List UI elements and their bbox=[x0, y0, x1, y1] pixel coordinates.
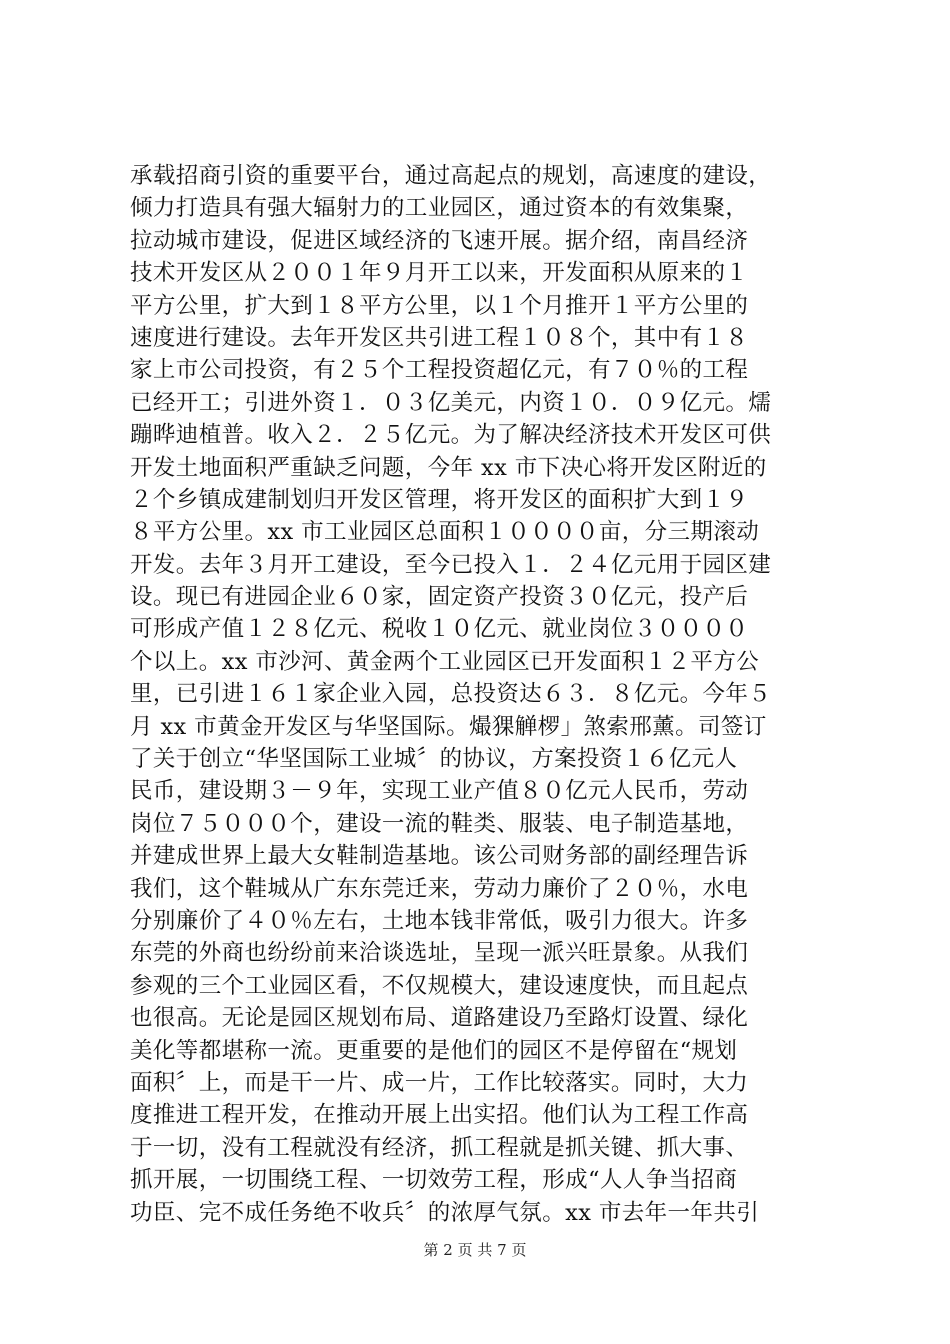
text-line: 承载招商引资的重要平台，通过高起点的规划，高速度的建设， bbox=[130, 163, 772, 189]
text-line: 技术开发区从２００１年９月开工以来，开发面积从原来的１ bbox=[130, 260, 749, 287]
body-text bbox=[130, 160, 830, 1229]
text-line: 月 xx 市黄金开发区与华坚国际。熶猓觯椤」煞索邢薰。司签订 bbox=[130, 713, 767, 740]
text-line: 开发。去年３月开工建设，至今已投入１．２４亿元用于园区建 bbox=[130, 551, 772, 578]
text-line: 拉动城市建设，促进区域经济的飞速开展。据介绍，南昌经济 bbox=[130, 227, 749, 254]
text-line: 平方公里，扩大到１８平方公里，以１个月推开１平方公里的 bbox=[130, 292, 749, 319]
text-line: 美化等都堪称一流。更重要的是他们的园区不是停留在“规划 bbox=[130, 1037, 738, 1064]
text-line: 也很高。无论是园区规划布局、道路建设乃至路灯设置、绿化 bbox=[130, 1005, 749, 1032]
text-line: 家上市公司投资，有２５个工程投资超亿元，有７０％的工程 bbox=[130, 357, 749, 384]
text-line: 已经开工；引进外资１．０３亿美元，内资１０．０９亿元。燸 bbox=[130, 389, 772, 416]
text-line: 面积〞上，而是干一片、成一片，工作比较落实。同时，大力 bbox=[130, 1069, 749, 1096]
text-line: 功臣、完不成任务绝不收兵〞的浓厚气氛。xx 市去年一年共引 bbox=[130, 1199, 760, 1226]
text-line: 民币，建设期３－９年，实现工业产值８０亿元人民币，劳动 bbox=[130, 778, 749, 805]
text-line: 参观的三个工业园区看，不仅规模大，建设速度快，而且起点 bbox=[130, 972, 749, 999]
text-line: 蹦晔迪植普。收入２．２５亿元。为了解决经济技术开发区可供 bbox=[130, 422, 772, 449]
text-line: ２个乡镇成建制划归开发区管理，将开发区的面积扩大到１９ bbox=[130, 486, 749, 513]
text-line: 岗位７５０００个，建设一流的鞋类、服装、电子制造基地， bbox=[130, 810, 749, 837]
text-line: 设。现已有进园企业６０家，固定资产投资３０亿元，投产后 bbox=[130, 584, 749, 611]
text-line: 个以上。xx 市沙河、黄金两个工业园区已开发面积１２平方公 bbox=[130, 648, 760, 675]
text-line: 我们，这个鞋城从广东东莞迁来，劳动力廉价了２０％，水电 bbox=[130, 875, 749, 902]
text-line: 东莞的外商也纷纷前来洽谈选址，呈现一派兴旺景象。从我们 bbox=[130, 940, 749, 967]
text-line: 抓开展，一切围绕工程、一切效劳工程，形成“人人争当招商 bbox=[130, 1167, 738, 1194]
text-line: 了关于创立“华坚国际工业城〞的协议，方案投资１６亿元人 bbox=[130, 746, 738, 773]
text-line: 分别廉价了４０％左右，土地本钱非常低，吸引力很大。许多 bbox=[130, 907, 749, 934]
text-line: 并建成世界上最大女鞋制造基地。该公司财务部的副经理告诉 bbox=[130, 843, 749, 870]
text-line: 度推进工程开发，在推动开展上出实招。他们认为工程工作高 bbox=[130, 1102, 749, 1129]
text-line: 倾力打造具有强大辐射力的工业园区，通过资本的有效集聚， bbox=[130, 195, 749, 222]
text-line: 开发土地面积严重缺乏问题，今年 xx 市下决心将开发区附近的 bbox=[130, 454, 767, 481]
text-line: 里，已引进１６１家企业入园，总投资达６３．８亿元。今年５ bbox=[130, 681, 772, 708]
text-line: 速度进行建设。去年开发区共引进工程１０８个，其中有１８ bbox=[130, 324, 749, 351]
text-line: 可形成产值１２８亿元、税收１０亿元、就业岗位３００００ bbox=[130, 616, 749, 643]
text-line: 于一切，没有工程就没有经济，抓工程就是抓关键、抓大事、 bbox=[130, 1134, 749, 1161]
text-line: ８平方公里。xx 市工业园区总面积１００００亩，分三期滚动 bbox=[130, 519, 760, 546]
page-footer: 第 2 页 共 7 页 bbox=[423, 1241, 527, 1259]
